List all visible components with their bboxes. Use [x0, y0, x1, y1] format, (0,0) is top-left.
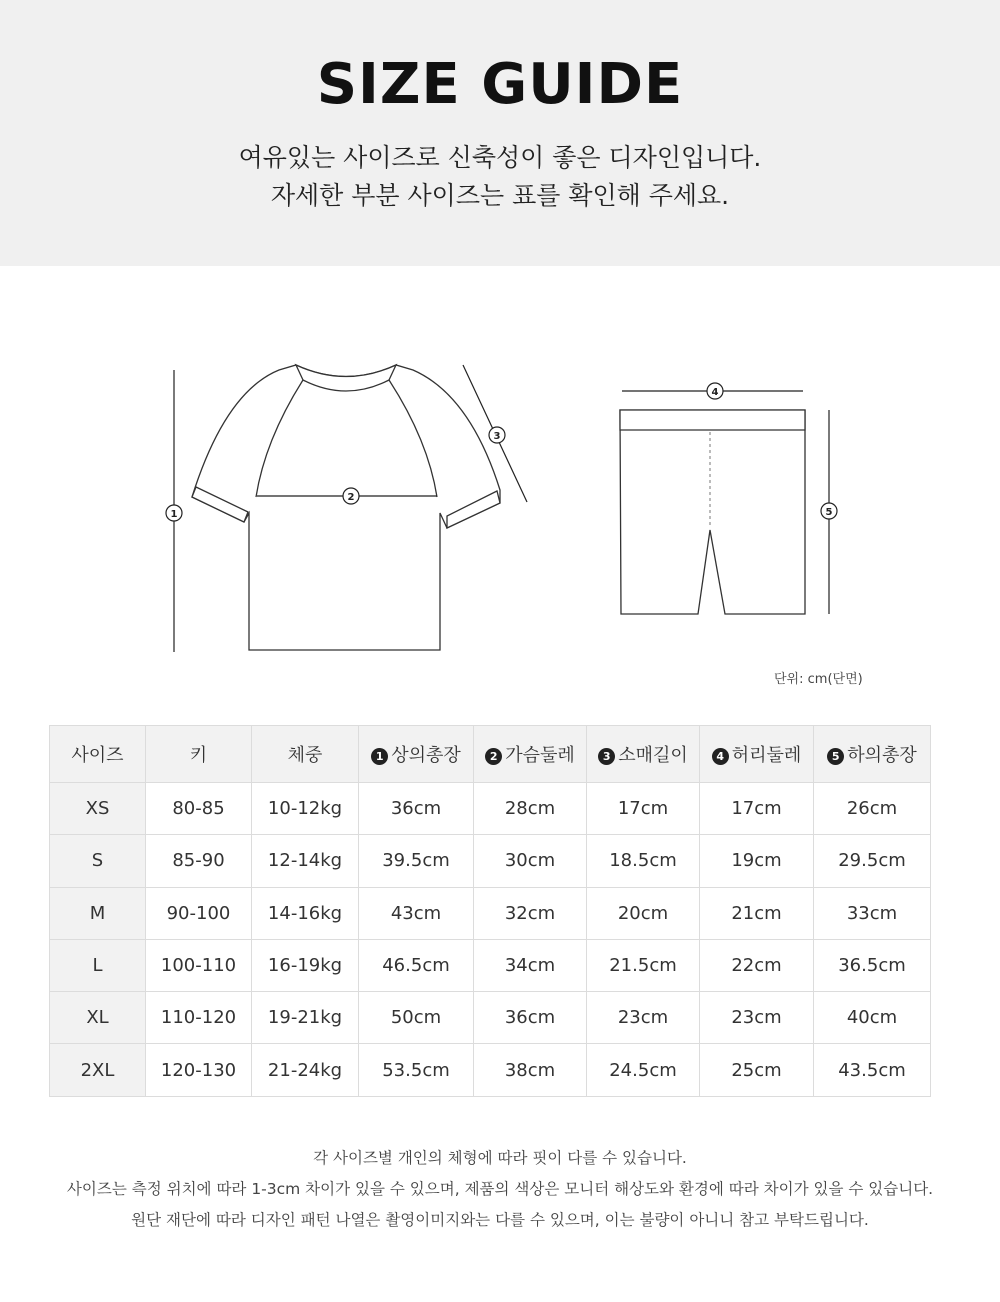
- size-label-cell: S: [50, 835, 146, 887]
- table-header-cell: [252, 726, 359, 783]
- shorts-waistband: [620, 410, 805, 430]
- table-header-cell: [814, 726, 931, 783]
- table-cell: 120-130: [146, 1044, 252, 1096]
- table-header-label: 사이즈: [71, 745, 124, 766]
- table-cell: 34cm: [474, 939, 587, 991]
- table-cell: 39.5cm: [359, 835, 474, 887]
- table-cell: 46.5cm: [359, 939, 474, 991]
- table-header-cell: [50, 726, 146, 783]
- table-row: [50, 835, 931, 887]
- table-header-cell: [587, 726, 700, 783]
- marker-5-label: 5: [825, 507, 833, 518]
- table-header-cell: [359, 726, 474, 783]
- table-cell: 12-14kg: [252, 835, 359, 887]
- number-badge-icon: 3: [598, 748, 615, 765]
- table-cell: 36cm: [474, 992, 587, 1044]
- table-header-label: 가슴둘레: [505, 745, 575, 766]
- table-cell: 100-110: [146, 939, 252, 991]
- table-cell: 38cm: [474, 1044, 587, 1096]
- notes: [0, 1143, 1000, 1236]
- hero-subtitle-line-2: 자세한 부분 사이즈는 표를 확인해 주세요.: [270, 181, 730, 210]
- number-badge-icon: 2: [485, 748, 502, 765]
- table-header-cell: [146, 726, 252, 783]
- table-cell: 36cm: [359, 783, 474, 835]
- size-label-cell: M: [50, 887, 146, 939]
- table-cell: 19-21kg: [252, 992, 359, 1044]
- table-cell: 53.5cm: [359, 1044, 474, 1096]
- table-header-cell: [700, 726, 814, 783]
- number-badge-icon: 5: [827, 748, 844, 765]
- unit-note: 단위: cm(단면): [774, 672, 863, 687]
- table-cell: 19cm: [700, 835, 814, 887]
- table-header-label: 상의총장: [391, 745, 461, 766]
- marker-2-label: 2: [347, 492, 355, 503]
- table-row: [50, 783, 931, 835]
- table-cell: 85-90: [146, 835, 252, 887]
- table-cell: 17cm: [587, 783, 700, 835]
- table-cell: 23cm: [700, 992, 814, 1044]
- table-cell: 32cm: [474, 887, 587, 939]
- size-label-cell: L: [50, 939, 146, 991]
- size-label-cell: 2XL: [50, 1044, 146, 1096]
- table-cell: 43.5cm: [814, 1044, 931, 1096]
- hero-banner: [0, 0, 1000, 266]
- table-cell: 110-120: [146, 992, 252, 1044]
- table-header-label: 체중: [287, 745, 323, 766]
- table-cell: 90-100: [146, 887, 252, 939]
- marker-1-label: 1: [170, 509, 178, 520]
- table-cell: 36.5cm: [814, 939, 931, 991]
- table-row: [50, 1044, 931, 1096]
- table-cell: 25cm: [700, 1044, 814, 1096]
- note-line-1: 각 사이즈별 개인의 체형에 따라 핏이 다를 수 있습니다.: [313, 1149, 687, 1167]
- table-cell: 16-19kg: [252, 939, 359, 991]
- table-cell: 24.5cm: [587, 1044, 700, 1096]
- table-cell: 18.5cm: [587, 835, 700, 887]
- table-cell: 21-24kg: [252, 1044, 359, 1096]
- table-cell: 22cm: [700, 939, 814, 991]
- table-cell: 43cm: [359, 887, 474, 939]
- table-cell: 26cm: [814, 783, 931, 835]
- table-header-label: 허리둘레: [731, 745, 802, 766]
- table-cell: 80-85: [146, 783, 252, 835]
- page-title: SIZE GUIDE: [316, 52, 684, 117]
- table-cell: 14-16kg: [252, 887, 359, 939]
- table-cell: 29.5cm: [814, 835, 931, 887]
- marker-3-label: 3: [493, 431, 501, 442]
- measurement-diagram: [0, 340, 1000, 670]
- table-row: [50, 939, 931, 991]
- table-cell: 10-12kg: [252, 783, 359, 835]
- size-table: [49, 725, 931, 1097]
- table-cell: 50cm: [359, 992, 474, 1044]
- size-label-cell: XS: [50, 783, 146, 835]
- table-header-label: 소매길이: [618, 745, 688, 766]
- table-header-label: 하의총장: [847, 745, 917, 766]
- table-cell: 23cm: [587, 992, 700, 1044]
- table-cell: 20cm: [587, 887, 700, 939]
- table-row: [50, 887, 931, 939]
- table-cell: 30cm: [474, 835, 587, 887]
- table-cell: 28cm: [474, 783, 587, 835]
- table-cell: 33cm: [814, 887, 931, 939]
- table-cell: 21cm: [700, 887, 814, 939]
- table-row: [50, 992, 931, 1044]
- marker-4-label: 4: [711, 387, 719, 398]
- number-badge-icon: 1: [371, 748, 388, 765]
- table-header-cell: [474, 726, 587, 783]
- number-badge-icon: 4: [712, 748, 729, 765]
- shorts-illustration: [620, 410, 805, 614]
- size-label-cell: XL: [50, 992, 146, 1044]
- table-cell: 40cm: [814, 992, 931, 1044]
- table-header-row: [50, 726, 931, 783]
- note-line-2: 사이즈는 측정 위치에 따라 1-3cm 차이가 있을 수 있으며, 제품의 색상은 모니터 해상도와 환경에 따라 차이가 있을 수 있습니다.: [66, 1180, 934, 1198]
- table-cell: 21.5cm: [587, 939, 700, 991]
- table-cell: 17cm: [700, 783, 814, 835]
- hero-subtitle-line-1: 여유있는 사이즈로 신축성이 좋은 디자인입니다.: [238, 143, 762, 172]
- note-line-3: 원단 재단에 따라 디자인 패턴 나열은 촬영이미지와는 다를 수 있으며, 이는 불량이 아니니 참고 부탁드립니다.: [131, 1211, 869, 1229]
- table-header-label: 키: [189, 745, 208, 766]
